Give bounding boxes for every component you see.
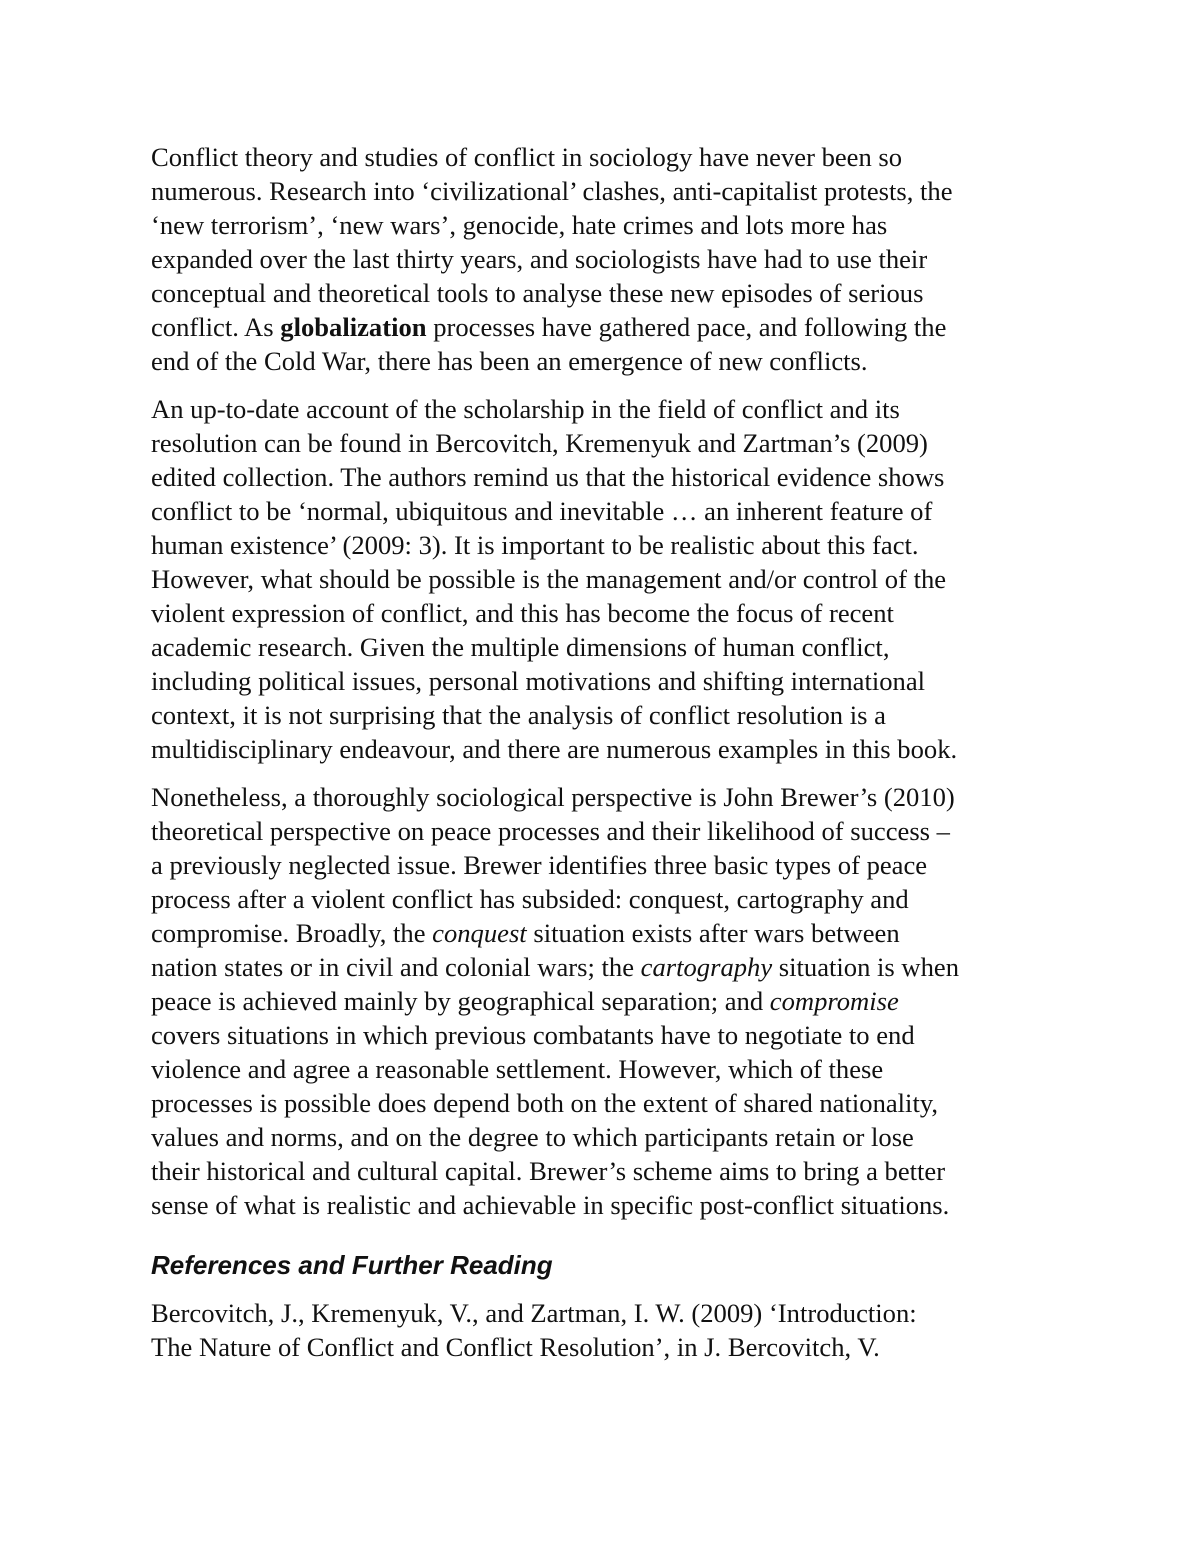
text-line: their historical and cultural capital. Brewer’s scheme aims to bring a better — [151, 1156, 946, 1186]
reference-entry — [151, 1296, 1061, 1364]
text-run: situation is when — [772, 952, 960, 982]
text-line: expanded over the last thirty years, and sociologists have had to use their — [151, 244, 928, 274]
text-run: peace is achieved mainly by geographical separation; and — [151, 986, 770, 1016]
text-line: Nonetheless, a thoroughly sociological perspective is John Brewer’s (2010) — [151, 782, 955, 812]
paragraph-scholarship — [151, 392, 1061, 766]
text-line: violence and agree a reasonable settlement. However, which of these — [151, 1054, 884, 1084]
text-line: numerous. Research into ‘civilizational’ clashes, anti-capitalist protests, the — [151, 176, 953, 206]
text-line: processes is possible does depend both on the extent of shared nationality, — [151, 1088, 939, 1118]
italic-term-cartography: cartography — [640, 952, 773, 982]
text-line: human existence’ (2009: 3). It is important to be realistic about this fact. — [151, 530, 919, 560]
text-line: context, it is not surprising that the analysis of conflict resolution is a — [151, 700, 886, 730]
text-line — [151, 916, 1061, 950]
text-line: The Nature of Conflict and Conflict Resolution’, in J. Bercovitch, V. — [151, 1332, 880, 1362]
paragraph-intro — [151, 140, 1061, 378]
text-line: sense of what is realistic and achievable in specific post-conflict situations. — [151, 1190, 950, 1220]
text-line: Conflict theory and studies of conflict in sociology have never been so — [151, 142, 903, 172]
text-run: compromise. Broadly, the — [151, 918, 433, 948]
text-line: An up-to-date account of the scholarship in the field of conflict and its — [151, 394, 900, 424]
text-line: values and norms, and on the degree to which participants retain or lose — [151, 1122, 914, 1152]
text-line: resolution can be found in Bercovitch, Kremenyuk and Zartman’s (2009) — [151, 428, 928, 458]
text-line: a previously neglected issue. Brewer identifies three basic types of peace — [151, 850, 928, 880]
text-line: end of the Cold War, there has been an emergence of new conflicts. — [151, 346, 868, 376]
references-heading: References and Further Reading — [151, 1250, 553, 1280]
paragraph-brewer — [151, 780, 1061, 1222]
text-line: academic research. Given the multiple dimensions of human conflict, — [151, 632, 890, 662]
italic-term-conquest: conquest — [432, 918, 527, 948]
text-line: theoretical perspective on peace processes and their likelihood of success – — [151, 816, 950, 846]
text-run: conflict. As — [151, 312, 281, 342]
bold-term-globalization: globalization — [280, 312, 427, 342]
italic-term-compromise: compromise — [769, 986, 899, 1016]
text-line: Bercovitch, J., Kremenyuk, V., and Zartman, I. W. (2009) ‘Introduction: — [151, 1298, 917, 1328]
text-line: However, what should be possible is the management and/or control of the — [151, 564, 947, 594]
text-line: edited collection. The authors remind us that the historical evidence shows — [151, 462, 945, 492]
text-line — [151, 984, 1061, 1018]
text-line: violent expression of conflict, and this has become the focus of recent — [151, 598, 894, 628]
text-line: process after a violent conflict has subsided: conquest, cartography and — [151, 884, 909, 914]
text-line: including political issues, personal motivations and shifting international — [151, 666, 926, 696]
text-run: situation exists after wars between — [526, 918, 900, 948]
text-line: ‘new terrorism’, ‘new wars’, genocide, hate crimes and lots more has — [151, 210, 888, 240]
text-line: conflict to be ‘normal, ubiquitous and inevitable … an inherent feature of — [151, 496, 933, 526]
text-run: processes have gathered pace, and following the — [426, 312, 947, 342]
text-line: multidisciplinary endeavour, and there are numerous examples in this book. — [151, 734, 958, 764]
text-line — [151, 310, 1061, 344]
text-line — [151, 950, 1061, 984]
text-run: nation states or in civil and colonial wars; the — [151, 952, 641, 982]
text-line: covers situations in which previous combatants have to negotiate to end — [151, 1020, 915, 1050]
text-line: conceptual and theoretical tools to analyse these new episodes of serious — [151, 278, 924, 308]
document-page — [151, 140, 1061, 1378]
